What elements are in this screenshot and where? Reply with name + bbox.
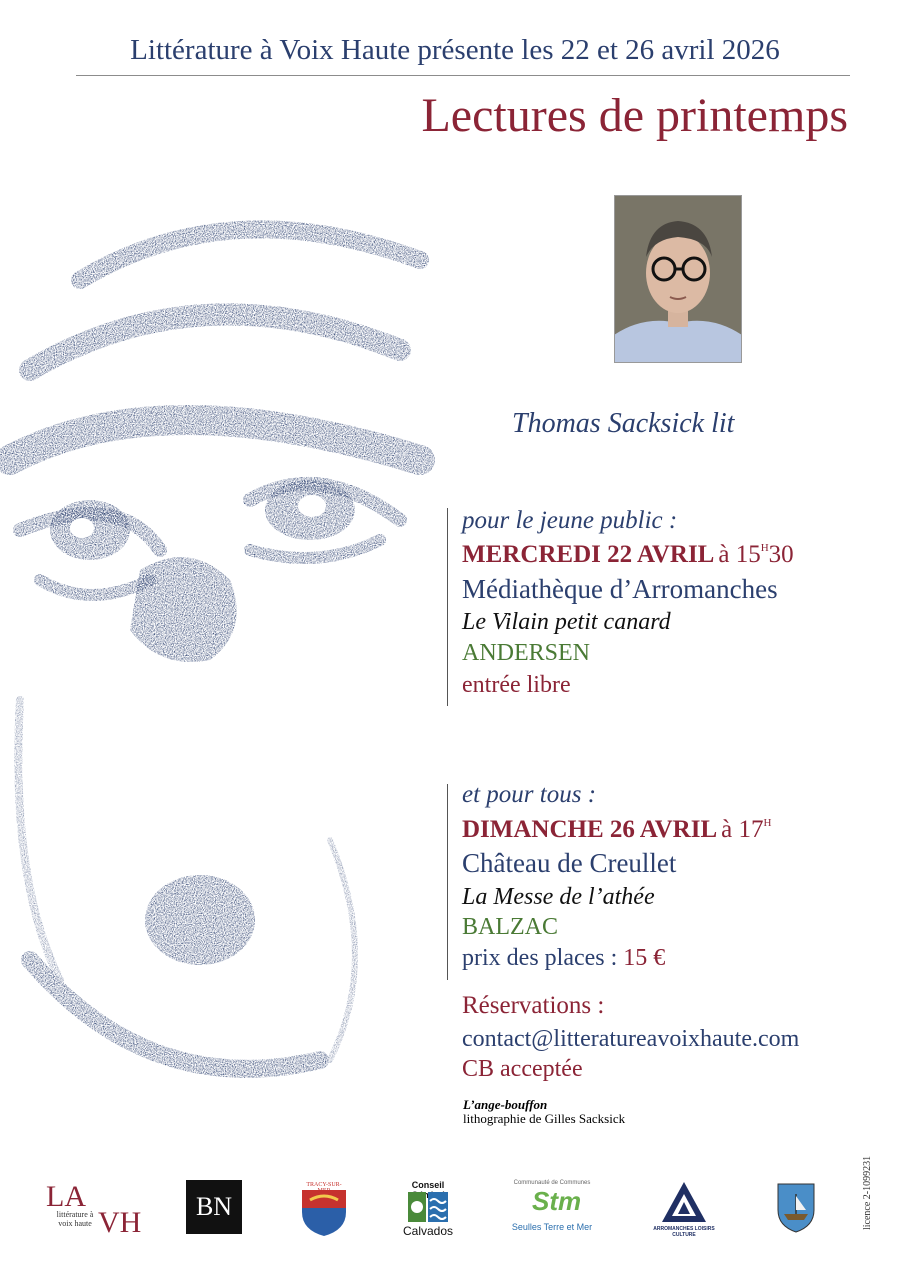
- bn-logo: BN: [186, 1180, 242, 1234]
- event-price: entrée libre: [462, 672, 571, 698]
- event-date-time: [462, 541, 794, 569]
- artwork-caption-title: L’ange-bouffon: [463, 1097, 548, 1112]
- triangle-logo-icon: [660, 1180, 708, 1224]
- apple-waves-icon: [408, 1192, 448, 1222]
- sponsor-logos: [40, 1170, 840, 1240]
- mask-lithograph-image: [0, 200, 470, 1120]
- licence-number: licence 2-1099231: [862, 1155, 873, 1230]
- reservations-email-link[interactable]: contact@litteratureavoixhaute.com: [462, 1026, 800, 1052]
- event-audience-label: et pour tous :: [462, 781, 597, 808]
- seulles-terre-et-mer-logo: Communauté de Communes Stm Seulles Terre et Mer: [511, 1180, 593, 1232]
- reader-portrait-photo: [614, 195, 742, 363]
- event-day: DIMANCHE 26 AVRIL: [462, 816, 718, 843]
- reservations-payment: CB acceptée: [462, 1056, 583, 1082]
- event-price: prix des places : 15 €: [462, 945, 666, 971]
- event-author: BALZAC: [462, 914, 558, 940]
- event-work-title: La Messe de l’athée: [462, 884, 655, 910]
- event-day: MERCREDI 22 AVRIL: [462, 541, 715, 568]
- page-title: Lectures de printemps: [421, 89, 848, 142]
- event-venue: Médiathèque d’Arromanches: [462, 574, 778, 604]
- event-time: à $15^H30$: [718, 541, 794, 568]
- event-author: ANDERSEN: [462, 640, 591, 666]
- event-divider: [447, 508, 448, 706]
- artwork-caption-credit: lithographie de Gilles Sacksick: [463, 1111, 626, 1126]
- reservations-heading: Réservations :: [462, 992, 605, 1019]
- event-work-title: Le Vilain petit canard: [462, 609, 671, 635]
- calvados-logo: Conseil Calvados: [402, 1180, 454, 1238]
- presenter-line: Littérature à Voix Haute présente les 22 et 26 avril 2026: [130, 34, 780, 66]
- lavh-logo: LA VH littérature à voix haute: [46, 1180, 142, 1239]
- header-divider: [76, 75, 850, 76]
- town-crest: [776, 1180, 816, 1234]
- event-venue: Château de Creullet: [462, 848, 677, 878]
- event-divider: [447, 784, 448, 980]
- event-time: à $17^H$: [721, 816, 772, 843]
- arromanches-loisirs-culture-logo: ARROMANCHES LOISIRS CULTURE: [644, 1180, 724, 1240]
- event-date-time: [462, 816, 771, 844]
- ship-crest-icon: [776, 1180, 816, 1234]
- reader-line: Thomas Sacksick lit: [512, 408, 735, 439]
- event-audience-label: pour le jeune public :: [462, 507, 678, 534]
- tracy-sur-mer-crest: TRACY-SUR-MER: [300, 1182, 348, 1238]
